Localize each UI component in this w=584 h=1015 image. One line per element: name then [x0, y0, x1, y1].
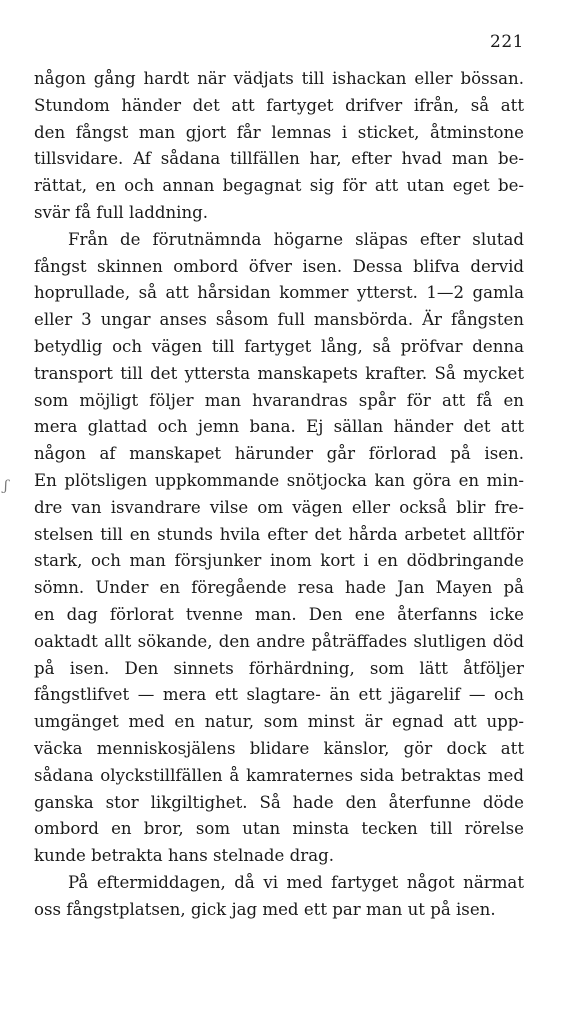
text-line: transport till det yttersta manskapets krafter. Så mycket	[34, 363, 524, 383]
paragraph	[34, 227, 524, 870]
text-line: oaktadt allt sökande, den andre påträffades slutligen död	[34, 631, 524, 651]
text-line: hoprullade, så att hårsidan kommer ytterst. 1—2 gamla	[34, 283, 524, 303]
text-line: betydlig och vägen till fartyget lång, så pröfvar denna	[34, 336, 524, 356]
text-line: dre van isvandrare vilse om vägen eller också blir fre-	[34, 497, 524, 517]
text-line: umgänget med en natur, som minst är egnad att upp-	[34, 712, 524, 732]
text-line: eller 3 ungar anses såsom full mansbörda. Är fångsten	[34, 310, 524, 330]
text-line: fångstlifvet — mera ett slagtare- än ett jägarelif — och	[34, 685, 524, 705]
text-line: På eftermiddagen, då vi med fartyget något närmat	[68, 872, 524, 892]
text-line: En plötsligen uppkommande snötjocka kan göra en min-	[34, 470, 524, 490]
text-line: på isen. Den sinnets förhärdning, som lätt åtföljer	[34, 658, 524, 678]
paragraph	[34, 66, 524, 227]
margin-pencil-mark: ʃ	[4, 478, 8, 494]
text-line: en dag förlorat tvenne man. Den ene återfanns icke	[34, 604, 524, 624]
body-text	[34, 66, 524, 924]
text-line: fångst skinnen ombord öfver isen. Dessa blifva dervid	[34, 256, 524, 276]
text-line: oss fångstplatsen, gick jag med ett par man ut på isen.	[34, 899, 496, 919]
text-line: sådana olyckstillfällen å kamraternes sida betraktas med	[34, 765, 524, 785]
text-line: som möjligt följer man hvarandras spår för att få en	[34, 390, 524, 410]
text-line: Stundom händer det att fartyget drifver ifrån, så att	[34, 95, 524, 115]
text-line: kunde betrakta hans stelnade drag.	[34, 846, 334, 866]
text-line: den fångst man gjort får lemnas i sticket, åtminstone	[34, 122, 524, 142]
text-line: tillsvidare. Af sådana tillfällen har, efter hvad man be-	[34, 149, 524, 169]
text-line: sömn. Under en föregående resa hade Jan Mayen på	[34, 578, 524, 598]
text-line: svär få full laddning.	[34, 202, 209, 222]
text-line: rättat, en och annan begagnat sig för att utan eget be-	[34, 176, 524, 196]
paragraph	[34, 870, 524, 924]
text-line: mera glattad och jemn bana. Ej sällan händer det att	[34, 417, 524, 437]
text-line: Från de förutnämnda högarne släpas efter slutad	[68, 229, 524, 249]
text-line: ombord en bror, som utan minsta tecken till rörelse	[34, 819, 524, 839]
text-line: väcka menniskosjälens blidare känslor, gör dock att	[34, 738, 524, 758]
text-line: ganska stor likgiltighet. Så hade den återfunne döde	[34, 792, 524, 812]
text-line: någon gång hardt när vädjats till ishackan eller bössan.	[34, 69, 524, 88]
text-line: någon af manskapet härunder går förlorad på isen.	[34, 444, 524, 464]
text-line: stark, och man försjunker inom kort i en dödbringande	[34, 551, 524, 571]
page-number: 221	[490, 32, 524, 52]
text-line: stelsen till en stunds hvila efter det hårda arbetet alltför	[34, 524, 524, 544]
